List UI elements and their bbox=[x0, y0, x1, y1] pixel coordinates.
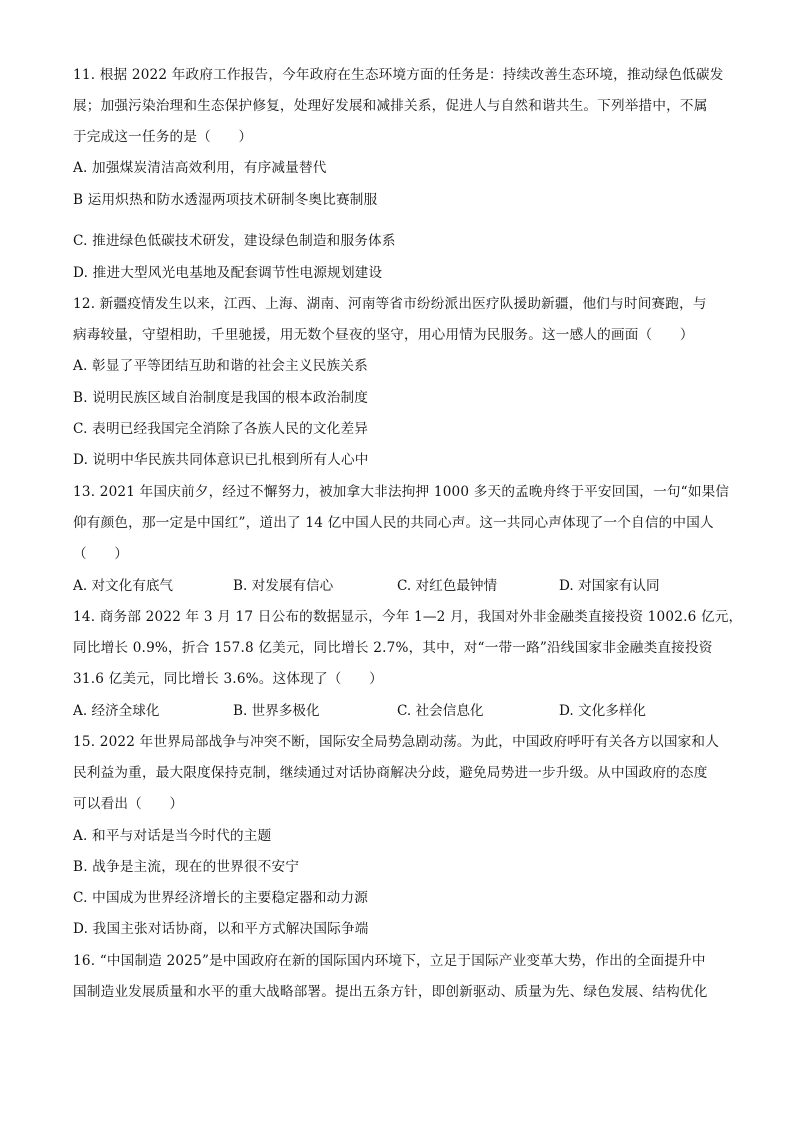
q14-option-a: A. 经济全球化 bbox=[73, 703, 160, 719]
q12-stem-line-1: 12. 新疆疫情发生以来，江西、上海、湖南、河南等省市纷纷派出医疗队援助新疆，他们与时间赛跑，与 bbox=[73, 296, 707, 312]
q11-option-c: C. 推进绿色低碳技术研发，建设绿色制造和服务体系 bbox=[73, 233, 396, 249]
q14-options-row bbox=[73, 701, 723, 721]
q11-stem-line-1: 11. 根据 2022 年政府工作报告，今年政府在生态环境方面的任务是：持续改善生态环境，推动绿色低碳发 bbox=[73, 67, 724, 83]
q15-stem-line-2: 民利益为重，最大限度保持克制，继续通过对话协商解决分歧，避免局势进一步升级。从中国政府的态度 bbox=[73, 765, 708, 781]
q11-option-d: D. 推进大型风光电基地及配套调节性电源规划建设 bbox=[73, 265, 383, 281]
q14-option-b: B. 世界多极化 bbox=[233, 703, 320, 719]
q15-option-c: C. 中国成为世界经济增长的主要稳定器和动力源 bbox=[73, 890, 369, 906]
q15-stem-line-3: 可以看出（ ） bbox=[73, 796, 184, 812]
q13-option-d: D. 对国家有认同 bbox=[559, 578, 660, 594]
q15-option-a: A. 和平与对话是当今时代的主题 bbox=[73, 828, 272, 844]
q12-option-b: B. 说明民族区域自治制度是我国的根本政治制度 bbox=[73, 390, 369, 406]
q13-stem-line-3: （ ） bbox=[73, 546, 129, 562]
q14-stem-line-3: 31.6 亿美元，同比增长 3.6%。这体现了（ ） bbox=[73, 671, 383, 687]
q14-option-d: D. 文化多样化 bbox=[559, 703, 647, 719]
q14-stem-line-1: 14. 商务部 2022 年 3 月 17 日公布的数据显示，今年 1—2 月，我国对外非金融类直接投资 1002.6 亿元， bbox=[73, 609, 743, 625]
q15-option-d: D. 我国主张对话协商，以和平方式解决国际争端 bbox=[73, 921, 369, 937]
q12-option-c: C. 表明已经我国完全消除了各族人民的文化差异 bbox=[73, 421, 369, 437]
q13-stem-line-1: 13. 2021 年国庆前夕，经过不懈努力，被加拿大非法拘押 1000 多天的孟晚舟终于平安回国，一句“如果信 bbox=[73, 484, 730, 500]
q11-option-b: B 运用炽热和防水透湿两项技术研制冬奥比赛制服 bbox=[73, 192, 378, 208]
q15-option-b: B. 战争是主流，现在的世界很不安宁 bbox=[73, 859, 300, 875]
q13-option-b: B. 对发展有信心 bbox=[233, 578, 334, 594]
q13-options-row bbox=[73, 576, 723, 596]
q15-stem-line-1: 15. 2022 年世界局部战争与冲突不断，国际安全局势急剧动荡。为此，中国政府呼吁有关各方以国家和人 bbox=[73, 734, 719, 750]
q14-option-c: C. 社会信息化 bbox=[397, 703, 484, 719]
q11-stem-line-3: 于完成这一任务的是（ ） bbox=[73, 129, 253, 145]
q12-option-a: A. 彰显了平等团结互助和谐的社会主义民族关系 bbox=[73, 358, 368, 374]
q13-stem-line-2: 仰有颜色，那一定是中国红”，道出了 14 亿中国人民的共同心声。这一共同心声体现了一个自信的中国人 bbox=[73, 515, 714, 531]
q12-stem-line-2: 病毒较量，守望相助，千里驰援，用无数个昼夜的坚守，用心用情为民服务。这一感人的画面（ ） bbox=[73, 327, 694, 343]
q13-option-a: A. 对文化有底气 bbox=[73, 578, 174, 594]
q11-stem-line-2: 展；加强污染治理和生态保护修复，处理好发展和减排关系，促进人与自然和谐共生。下列举措中，不属 bbox=[73, 98, 708, 114]
q13-option-c: C. 对红色最钟情 bbox=[397, 578, 498, 594]
q11-option-a: A. 加强煤炭清洁高效利用，有序减量替代 bbox=[73, 160, 327, 176]
q16-stem-line-1: 16. “中国制造 2025”是中国政府在新的国际国内环境下，立足于国际产业变革大势，作出的全面提升中 bbox=[73, 953, 706, 969]
q14-stem-line-2: 同比增长 0.9%，折合 157.8 亿美元，同比增长 2.7%，其中，对“一带一路”沿线国家非金融类直接投资 bbox=[73, 640, 713, 656]
q16-stem-line-2: 国制造业发展质量和水平的重大战略部署。提出五条方针，即创新驱动、质量为先、绿色发展、结构优化 bbox=[73, 984, 708, 1000]
q12-option-d: D. 说明中华民族共同体意识已扎根到所有人心中 bbox=[73, 452, 369, 468]
